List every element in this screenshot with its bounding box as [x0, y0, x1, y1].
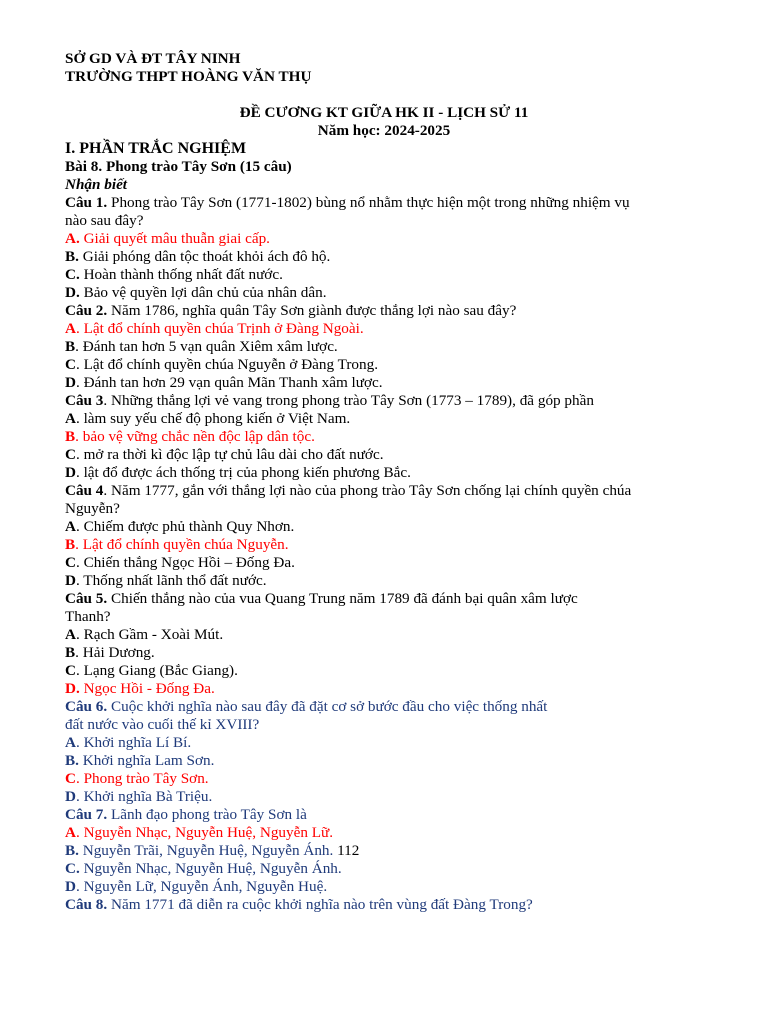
school-year: Năm học: 2024-2025 [317, 122, 451, 139]
section-heading: I. PHẦN TRẮC NGHIỆM [65, 140, 247, 157]
question-3-option-b: B. bảo vệ vững chắc nền độc lập dân tộc. [65, 428, 315, 445]
question-7-option-d: D. Nguyễn Lữ, Nguyễn Ánh, Nguyễn Huệ. [65, 878, 328, 895]
question-5-option-b: B. Hải Dương. [65, 644, 155, 661]
question-5-option-a: A. Rạch Gầm - Xoài Mút. [65, 626, 224, 643]
question-7-option-c: C. Nguyễn Nhạc, Nguyễn Huệ, Nguyễn Ánh. [65, 860, 342, 877]
question-2-option-b: B. Đánh tan hơn 5 vạn quân Xiêm xâm lược. [65, 338, 338, 355]
question-5-continued: Thanh? [65, 608, 111, 625]
page-number-note: 112 [333, 842, 360, 859]
header-department: SỞ GD VÀ ĐT TÂY NINH [65, 50, 241, 67]
level-heading: Nhận biết [65, 176, 128, 193]
question-4: Câu 4. Năm 1777, gắn với thắng lợi nào của phong trào Tây Sơn chống lại chính quyền chúa [65, 482, 632, 499]
question-1-option-b: B. Giải phóng dân tộc thoát khỏi ách đô hộ. [65, 248, 331, 265]
question-1-option-c: C. Hoàn thành thống nhất đất nước. [65, 266, 283, 283]
question-2: Câu 2. Năm 1786, nghĩa quân Tây Sơn giành được thắng lợi nào sau đây? [65, 302, 517, 319]
question-8: Câu 8. Năm 1771 đã diễn ra cuộc khởi nghĩa nào trên vùng đất Đàng Trong? [65, 896, 533, 913]
question-3-option-d: D. lật đổ được ách thống trị của phong kiến phương Bắc. [65, 464, 411, 481]
question-1-continued: nào sau đây? [65, 212, 144, 229]
question-5-option-d: D. Ngọc Hồi - Đống Đa. [65, 680, 215, 697]
question-1-option-d: D. Bảo vệ quyền lợi dân chủ của nhân dân. [65, 284, 327, 301]
question-3-option-c: C. mở ra thời kì độc lập tự chủ lâu dài cho đất nước. [65, 446, 384, 463]
question-4-option-a: A. Chiếm được phủ thành Quy Nhơn. [65, 518, 295, 535]
question-4-option-c: C. Chiến thắng Ngọc Hồi – Đống Đa. [65, 554, 295, 571]
question-6-option-c: C. Phong trào Tây Sơn. [65, 770, 209, 787]
question-4-option-d: D. Thống nhất lãnh thổ đất nước. [65, 572, 267, 589]
question-1-option-a: A. Giải quyết mâu thuẫn giai cấp. [65, 230, 270, 247]
header-school: TRƯỜNG THPT HOÀNG VĂN THỤ [65, 68, 312, 85]
question-4-option-b: B. Lật đổ chính quyền chúa Nguyễn. [65, 536, 289, 553]
question-3-option-a: A. làm suy yếu chế độ phong kiến ở Việt Nam. [65, 410, 351, 427]
document-title: ĐỀ CƯƠNG KT GIỮA HK II - LỊCH SỬ 11 [239, 104, 529, 121]
question-7-option-b: B. Nguyễn Trãi, Nguyễn Huệ, Nguyễn Ánh. 112 [65, 842, 360, 859]
lesson-heading: Bài 8. Phong trào Tây Sơn (15 câu) [65, 158, 292, 175]
question-5-option-c: C. Lạng Giang (Bắc Giang). [65, 662, 238, 679]
question-2-option-c: C. Lật đổ chính quyền chúa Nguyễn ở Đàng Trong. [65, 356, 379, 373]
question-6-option-a: A. Khởi nghĩa Lí Bí. [65, 734, 192, 751]
question-3: Câu 3. Những thắng lợi vẻ vang trong phong trào Tây Sơn (1773 – 1789), đã góp phần [65, 392, 594, 409]
question-7: Câu 7. Lãnh đạo phong trào Tây Sơn là [65, 806, 307, 823]
question-1: Câu 1. Phong trào Tây Sơn (1771-1802) bùng nổ nhằm thực hiện một trong những nhiệm vụ [65, 194, 630, 211]
question-6-option-b: B. Khởi nghĩa Lam Sơn. [65, 752, 215, 769]
question-4-continued: Nguyễn? [65, 500, 120, 517]
question-2-option-d: D. Đánh tan hơn 29 vạn quân Mãn Thanh xâm lược. [65, 374, 383, 391]
question-6-option-d: D. Khởi nghĩa Bà Triệu. [65, 788, 213, 805]
question-2-option-a: A. Lật đổ chính quyền chúa Trịnh ở Đàng Ngoài. [65, 320, 364, 337]
question-5: Câu 5. Chiến thắng nào của vua Quang Trung năm 1789 đã đánh bại quân xâm lược [65, 590, 578, 607]
question-6: Câu 6. Cuộc khởi nghĩa nào sau đây đã đặt cơ sở bước đầu cho việc thống nhất [65, 698, 548, 715]
question-6-continued: đất nước vào cuối thế kỉ XVIII? [65, 716, 260, 733]
question-7-option-a: A. Nguyễn Nhạc, Nguyễn Huệ, Nguyễn Lữ. [65, 824, 334, 841]
